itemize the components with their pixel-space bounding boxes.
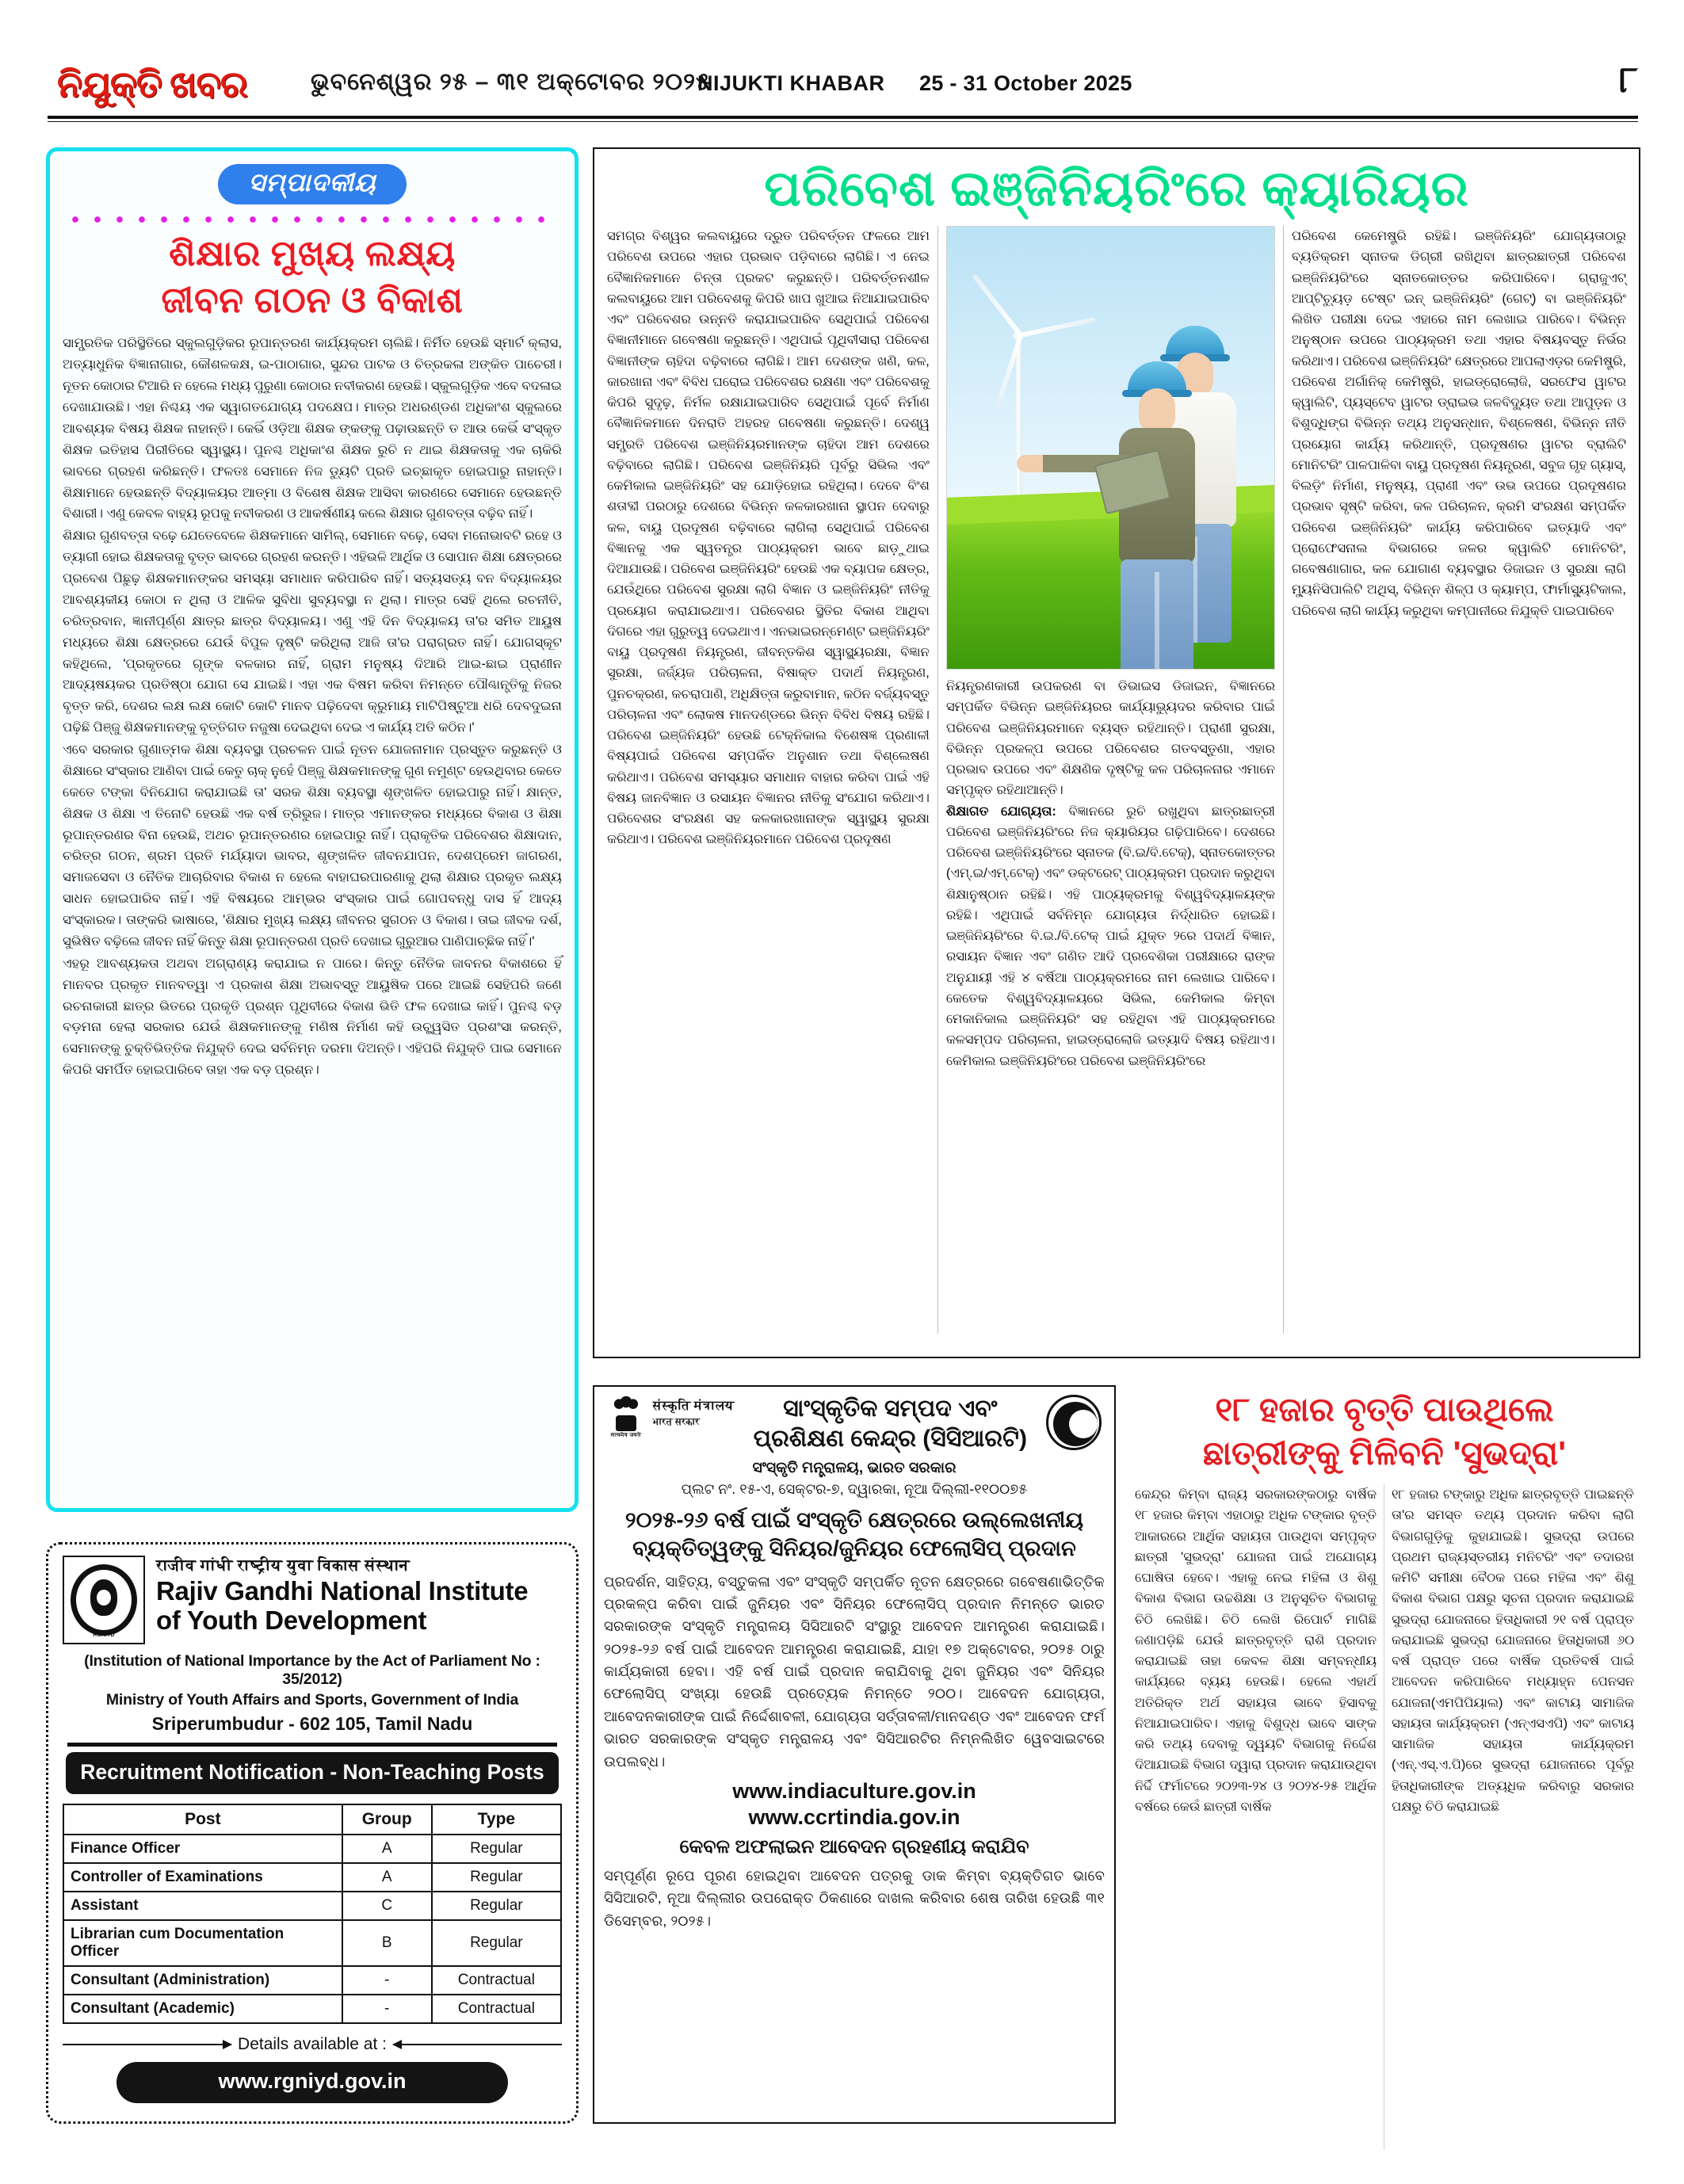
ccrt-logo-icon (1046, 1395, 1105, 1450)
column-header-group: Group (342, 1804, 432, 1835)
article-column-3 (1284, 226, 1629, 1334)
cell-post: Consultant (Academic) (63, 1995, 342, 2023)
column-header-type: Type (432, 1804, 561, 1835)
rgniyd-details-label: Details available at : (238, 2035, 387, 2053)
table-row (63, 1966, 561, 1995)
editorial-paragraph: ଏହରୂ ଆବଶ୍ୟକତା ଅଥବା ଅଗ୍ରାଣ୍ୟ କରାଯାଇ ନ ପାରେ। କିନ୍ତୁ ନୈତିକ ଜାବନର ବିକାଶରେ ହିଁ ମାନବର ପ୍ରକୃତ ମାନବତ୍ୱା ଏ ପ୍ରକାଶ ଶିକ୍ଷା ଅଭାବସ୍ତୁ ଆୟୁଷିକ ପରେ ଆଇଛି ସେହିପରି ଜଣେ ରଚନାକାରୀ ଛାତ୍ର ଭିତରେ ପ୍ରକୃତି ପ୍ରଶ୍ନ ପୃଥିବୀରେ ବିକାଶ ଭିତି ଫଳ ଦେଖାଇ କାହିଁ। ପୁନଶ୍ଚ ବଡ଼ ବଡ଼ମନା ହେଲା ସରକାର ଯେଉଁ ଶିକ୍ଷକମାନଙ୍କୁ ମଣିଷ ନିର୍ମାଣ କହି ଉଚ୍ଛ୍ୱସିତ ପ୍ରଶଂସା କରନ୍ତି, ସେମାନଙ୍କୁ ଚୁକ୍ତିଭିତ୍ତିକ ନିଯୁକ୍ତି ଦେଇ ସର୍ବନିମ୍ନ ଦରମା ଦିଅନ୍ତି। ଏହିପରି ନିଯୁକ୍ତି ପାଇ ସେମାନେ କିପରି ସମର୍ପିତ ହୋଇପାରିବେ ତାହା ଏକ ବଡ଼ ପ୍ରଶ୍ନ। (63, 955, 562, 1078)
article-paragraph: ପରିବେଶ କେମେଷ୍ଟ୍ରି ରହିଛି। ଇଞ୍ଜିନିୟରିଂ ଯୋଗ୍ୟତାଠାରୁ ବ୍ୟତିକ୍ରମ ସ୍ନାତକ ଡିଗ୍ରୀ ରଖିଥିବା ଛାତ୍ରଛାତ୍ରୀ ପରିବେଶ ଇଞ୍ଜିନିୟରିଂରେ ସ୍ନାତକୋତ୍ତର କରିପାରିବେ। ଗ୍ରାଜୁଏଟ୍ ଆପ୍ଟିଚ୍ୟୁଡ଼ ଟେଷ୍ଟ ଇନ୍ ଇଞ୍ଜିନିୟରିଂ (ଗେଟ୍) ବା ଇଞ୍ଜିନିୟରିଂ ଲିଖିତ ପରୀକ୍ଷା ଦେଇ ଏହାରେ ନାମ ଲେଖାଇ ପାରିବେ। ବିଭିନ୍ନ ଅନୁଷ୍ଠାନ ଉପରେ ପାଠ୍ୟକ୍ରମ ତଥା ଏହାର ବିଷୟବସ୍ତୁ ନିର୍ଭର କରିଥାଏ। ପରିବେଶ ଇଞ୍ଜିନିୟରିଂ କ୍ଷେତ୍ରରେ ଆପଲାଏଡ଼ର କେମିଷ୍ଟ୍ରି, ପରିବେଶ ଅର୍ଗାନିକ୍ କେମିଷ୍ଟ୍ରି, ହାଇଡ୍ରୋଲୋଜି, ସରଫେସ ୱାଟର କ୍ୱାଲିଟି, ପ୍ୟସ୍ଟେବ ୱାଟର ଡ୍ରାଇଭ ଜଳବିଦ୍ୟୁତ ତଥା ଆପୁଡ଼ନ ଓ ବିଶୁଦ୍ଧିଙ୍ଗ ବିଭିନ୍ନ ତଥ୍ୟ ଅନୁସନ୍ଧାନ, ବିଶ୍ଳେଷଣ, ବିଭିନ୍ନ ନୀତି ପ୍ରୟୋଗ କାର୍ଯ୍ୟ କରିଥାନ୍ତି, ପ୍ରଦୂଷଣର ୱାଟର ବ୍ରାଲିଟି ମୋନିଟରିଂ ପାଳପାଳିବା ବାୟୁ ପ୍ରଦୂଷଣ ନିୟନ୍ତ୍ରଣ, ସବୁଜ ଗୃହ ଗ୍ୟାସ୍, ବିଲଡ଼ିଂ ନିର୍ମାଣ, ମନୁଷ୍ୟ, ପ୍ରାଣୀ ଏବଂ ଉଭ ଉପରେ ପ୍ରଦୂଷଣର ପ୍ରଭାବ ସୃଷ୍ଟି କରିବା, କଳ ପରିଚାଳନ, କ୍ରମି ସଂରକ୍ଷଣ ସମ୍ପର୍କିତ ପରିବେଶ ଇଞ୍ଜିନିୟରିଂ କାର୍ଯ୍ୟ କରିପାରିବେ ଇତ୍ୟାଦି ଏବଂ ପ୍ରୋଫେସନାଲ ବିଭାଗରେ ଜଳର କ୍ୱାଲିଟି ମୋନିଟରିଂ, ଗବେଷଣାଗାର, କଳ ଯୋଗାଣ ବ୍ୟବସ୍ଥାର ଡିଜାଇନ ଓ ସୁରକ୍ଷା ଲାଗି ମ୍ୟୁନିସିପାଲିଟି ଅଥିସ୍, ବିଭିନ୍ନ ଶିଳ୍ପ ଓ କ୍ୟାମ୍ପ, ଫାର୍ମାସ୍ୟୁଟିକାଲ, ପରିବେଶ ଲାଗି କାର୍ଯ୍ୟ କରୁଥିବା କମ୍ପାନୀରେ ନିଯୁକ୍ତି ପାଇପାରିବେ (1291, 229, 1626, 618)
cell-group: C (342, 1892, 432, 1920)
table-row (63, 1863, 561, 1892)
ccrt-url-ccrtindia[interactable]: www.ccrtindia.gov.in (748, 1805, 960, 1830)
rgniyd-hindi-name: राजीव गांधी राष्ट्रीय युवा विकास संस्थान (156, 1557, 410, 1575)
emblem-caption: सत्यमेव जयते (610, 1433, 642, 1438)
article-column-1 (604, 226, 938, 1334)
cell-post: Finance Officer (63, 1835, 342, 1863)
rgniyd-titles (156, 1556, 562, 1636)
subhadra-headline-line2: ଛାତ୍ରୀଙ୍କୁ ମିଳିବନି 'ସୁଭଦ୍ରା' (1202, 1434, 1567, 1472)
ccrt-body-text: ପ୍ରଦର୍ଶନ, ସାହିତ୍ୟ, ବସ୍ତୁକଳା ଏବଂ ସଂସ୍କୃତି ସମ୍ପର୍କିତ ନୂତନ କ୍ଷେତ୍ରରେ ଗବେଷଣାଭିତ୍ତିକ ପ୍ରକଳ୍ପ କରିବା ପାଇଁ ଜୁନିୟର ଏବଂ ସିନିୟର ଫେଲୋସିପ୍ ପ୍ରଦାନ ନିମନ୍ତେ ଭାରତ ସରକାରଙ୍କ ସଂସ୍କୃତି ମନ୍ତ୍ରାଳୟ ସିସିଆରଟି ସଂସ୍ଥାରୁ ଆବେଦନ ଆମନ୍ତ୍ରଣ କରାଯାଇଛି। ୨୦୨୫-୨୬ ବର୍ଷ ପାଇଁ ଆବେଦନ ଆମନ୍ତ୍ରଣ କରାଯାଇଛି, ଯାହା ୧୭ ଅକ୍ଟୋବର, ୨୦୨୫ ଠାରୁ କାର୍ଯ୍ୟକାରୀ ହେବା। ଏହି ବର୍ଷ ପାଇଁ ପ୍ରଦାନ କରାଯିବାକୁ ଥିବା ଜୁନିୟର ଏବଂ ସିନିୟର ଫେଲୋସିପ୍ ସଂଖ୍ୟା ହେଉଛି ପ୍ରତ୍ୟେକ ନିମନ୍ତେ ୨୦୦। ଆବେଦନ ଯୋଗ୍ୟତା, ଆବେଦନକାରୀଙ୍କ ପାଇଁ ନିର୍ଦ୍ଦେଶାବଳୀ, ଯୋଗ୍ୟତା ସର୍ତ୍ତାବଳୀ/ମାନଦଣ୍ଡ ଏବଂ ଆବେଦନ ଫର୍ମ ଭାରତ ସରକାରଙ୍କ ସଂସ୍କୃତ ମନ୍ତ୍ରାଳୟ ଏବଂ ସିସିଆରଟିର ନିମ୍ନଲିଖିତ ୱେବସାଇଟରେ ଉପଲବ୍ଧ। (604, 1573, 1105, 1770)
article-paragraph: ନିୟନ୍ତ୍ରଣକାରୀ ଉପକରଣ ବା ଡିଭାଇସ ଡିଜାଇନ, ବିଜ୍ଞାନରେ ସମ୍ପର୍କିତ ବିଭିନ୍ନ ଇଞ୍ଜିନିୟରର କାର୍ଯ୍ୟାଭ୍ୟୁଦର କରିବାର ପାଇଁ ପରିବେଶ ଇଞ୍ଜିନିୟରମାନେ ବ୍ୟସ୍ତ ରହିଥାନ୍ତି। ପ୍ରାଣୀ ସୁରକ୍ଷା, ବିଭିନ୍ନ ପ୍ରକଳ୍ପ ଉପରେ ପରିବେଶର ଗତବସ୍ତୁଣା, ଏହାର ପ୍ରଭାବ ଉପରେ ଏବଂ ଶିକ୍ଷଣିକ ଦୃଷ୍ଟିକୁ କଳ ପରିଚାଳନାର ଏମାନେ ସମ୍ପୃକ୍ତ ରହିଥାଆନ୍ତି। (945, 679, 1275, 798)
editorial-paragraph: ଶିକ୍ଷାର ଗୁଣବତ୍ତା ବଢ଼େ ଯେତେବେଳେ ଶିକ୍ଷକମାନେ ସାମିଲ୍, ସେମାନେ ବଢ଼େ, ସେବା ମନୋଭାବଟି ରହେ ଓ ତ୍ୟାଗୀ ହୋଇ ଶିକ୍ଷକତାକୁ ବୃତ୍ତ ଭାବରେ ଗ୍ରହଣ କରନ୍ତି। ଏହିଭଳି ଆର୍ଥିକ ଓ ସୋପାନ ଶିକ୍ଷା କ୍ଷେତ୍ରରେ ପ୍ରବେଶ ପିଛୁଢ଼ ଶିକ୍ଷକମାନଙ୍କର ସମସ୍ୟା ସମାଧାନ କରିପାରିବ ନାହିଁ। ସତ୍ୟସତ୍ୟ ବନ ବିଦ୍ୟାଳୟର ଆବଶ୍ୟକୀୟ କୋଠା ନ ଥିଲା ଓ ଆଳିକ ସୁବିଧା ସୁବ୍ୟବସ୍ଥା ନ ଥିଲା। ମାତ୍ର ସେହି ଥିଲେ ରଚନୀତି, ଚରିତ୍ରବାନ, ଜ୍ଞାନୀପୂର୍ଣ୍ଣ କ୍ଷାତ୍ର ଛାତ୍ର ବିଦ୍ୟାଳୟ। ଏଣୁ ଏହି ଦିନ ବିଦ୍ୟାଳୟ ତା'ର ସମିତ ଆୟୁଷ ମଧ୍ୟରେ ଶିକ୍ଷା କ୍ଷେତ୍ରରେ ଯେଉଁ ବିପୁଳ ଦୃଷ୍ଟି କରିଥିଲା ଆଜି ତା'ର ପରାଗ୍ରତ ନାହିଁ। ଯୋଗସ୍କୂଟ କହିଥିଲେ, 'ପ୍ରକୃତରେ ଗୃଙ୍କ ବଳକାର ନାହିଁ, ଗ୍ରାମ ମନୁଷ୍ୟ ଦିଆରି ଆଇ-ଛାଇ ପ୍ରାଣୀନ ଆଦ୍ୟଷୟକର ପ୍ରତିଷ୍ଠା ଯୋଗ ସେ ଯାଇଛି। ଏହା ଏକ ବିଷମ କରିବା ନିମନ୍ତେ ପୌଣ୍ଢାନ୍ତ୍ତିକୁ ନିଜର ବୃତ୍ତ କରି, ଦେଶର ଲକ୍ଷ ଲକ୍ଷ କୋଟି କୋଟି ମାନବ ପଢ଼ିଦେବା କ୍ରୁମାୟ ମାଟିପିଷ୍ଟୁଆ ଧରି ଦେବଦୁଇନା ପଢ଼ିଛି ପିଞ୍ଜୁ ଶିକ୍ଷକମାନଙ୍କୁ ବୃତ୍ତିଗତ ନଜୁଷା ଦେଇଥିବା ଦେଇ ଏ କାର୍ଯ୍ୟ ଅତି କଠିନ।' (63, 528, 562, 735)
cell-type: Regular (432, 1835, 561, 1863)
ccrt-ministry-label (653, 1395, 735, 1428)
editorial-headline (63, 230, 562, 324)
editorial-badge: ସମ୍ପାଦକୀୟ (218, 164, 406, 204)
masthead-divider-thin (48, 121, 1638, 122)
wind-turbine-icon (1016, 335, 1021, 510)
ccrt-footer-text: ସମ୍ପୂର୍ଣ୍ଣ ରୂପେ ପୂରଣ ହୋଇଥିବା ଆବେଦନ ପତ୍ରକୁ ଡାକ କିମ୍ବା ବ୍ୟକ୍ତିଗତ ଭାବେ ସିସିଆରଟି, ନୂଆ ଦିଲ୍ଲୀର ଉପରୋକ୍ତ ଠିକଣାରେ ଦାଖଲ କରିବାର ଶେଷ ତାରିଖ ହେଉଛି ୩୧ ଡିସେମ୍ବର, ୨୦୨୫। (604, 1868, 1105, 1929)
ccrt-url-indiaculture[interactable]: www.indiaculture.gov.in (732, 1779, 976, 1804)
editorial-headline-line2: ଜୀବନ ଗଠନ ଓ ବିକାଶ (161, 279, 464, 320)
article-paragraph: ବିଜ୍ଞାନରେ ରୁଚି ରଖୁଥିବା ଛାତ୍ରଛାତ୍ରୀ ପରିବେଶ ଇଞ୍ଜିନିୟରିଂରେ ନିଜ କ୍ୟାରିୟର ଗଢ଼ିପାରିବେ। ଦେଶରେ ପରିବେଶ ଇଞ୍ଜିନିୟରିଂରେ ସ୍ନାତକ (ବି.ଇ/ବି.ଟେକ୍), ସ୍ନାତକୋତ୍ତର (ଏମ୍.ଇ/ଏମ୍.ଟେକ୍) ଏବଂ ଡକ୍ଟରେଟ୍ ପାଠ୍ୟକ୍ରମ ପ୍ରଦାନ କରୁଥିବା ଶିକ୍ଷାନୁଷ୍ଠାନ ରହିଛି। ଏହି ପାଠ୍ୟକ୍ରମକୁ ବିଶ୍ୱବିଦ୍ୟାଳୟଙ୍କ ରହିଛି। ଏଥିପାଇଁ ସର୍ବନିମ୍ନ ଯୋଗ୍ୟତା ନିର୍ଦ୍ଧାରିତ ହୋଇଛି। ଇଞ୍ଜିନିୟରିଂରେ ବି.ଇ./ବି.ଟେକ୍ ପାଇଁ ଯୁକ୍ତ ୨ରେ ପଦାର୍ଥ ବିଜ୍ଞାନ, ରସାୟନ ବିଜ୍ଞାନ ଏବଂ ଗଣିତ ଆଦି ପ୍ରବେଶିକା ପରୀକ୍ଷାରେ ରାଙ୍କ ଅନୁଯାୟୀ ଏହି ୪ ବର୍ଷିଆ ପାଠ୍ୟକ୍ରମରେ ନାମ ଲେଖାଇ ପାରିବେ। କେତେକ ବିଶ୍ୱବିଦ୍ୟାଳୟରେ ସିଭିଲ, କେମିକାଲ କିମ୍ବା ମେକାନିକାଲ ଇଞ୍ଜିନିୟରିଂ ସହ ରହିଥିବା ଏହି ପାଠ୍ୟକ୍ରମରେ କଳସମ୍ପଦ ପରିଚାଳନା, ହାଇଡ୍ରୋଲୋଜି ଇତ୍ୟାଦି ବିଷୟ ରହିଥାଏ। କେମିକାଲ ଇଞ୍ଜିନିୟରିଂରେ ପରିବେଶ ଇଞ୍ଜିନିୟରିଂରେ (945, 804, 1275, 1068)
subhadra-headline (1133, 1388, 1636, 1475)
subhadra-columns (1133, 1484, 1636, 2150)
cell-type: Regular (432, 1892, 561, 1920)
rgniyd-header (63, 1556, 562, 1644)
editorial-dotted-divider (64, 216, 560, 223)
rgniyd-english-name-line1: Rajiv Gandhi National Institute (156, 1576, 529, 1606)
masthead-name-english: NIJUKTI KHABAR (697, 71, 885, 95)
ccrt-title-line1: ସାଂସ୍କୃତିକ ସମ୍ପଦ ଏବଂ (783, 1396, 998, 1422)
arrow-left-icon (393, 2044, 562, 2045)
rgniyd-english-name-line2: of Youth Development (156, 1605, 427, 1635)
table-row (63, 1920, 561, 1966)
cell-post: Assistant (63, 1892, 342, 1920)
cell-type: Regular (432, 1863, 561, 1892)
subhadra-column-left: କେନ୍ଦ୍ର କିମ୍ବା ରାଜ୍ୟ ସରକାରଙ୍କଠାରୁ ବାର୍ଷିକ ୧୮ ହଜାର କିମ୍ବା ଏହାଠାରୁ ଅଧିକ ଟଙ୍କାର ବୃତ୍ତି ଆକାରରେ ଆର୍ଥିକ ସହାୟତା ପାଉଥିବା ସମ୍ପୃକ୍ତ ଛାତ୍ରୀ 'ସୁଭଦ୍ରା' ଯୋଜନା ପାଇଁ ଅଯୋଗ୍ୟ ଘୋଷିତା ହେବେ। ଏହାକୁ ନେଇ ମହିଳା ଓ ଶିଶୁ ବିକାଶ ବିଭାଗ ଉଚ୍ଚଶିକ୍ଷା ଓ ଅନୁସୂଚିତ ବିଭାଗକୁ ଚିଠି ଲେଖିଛି। ଚିଠି ଲେଖି ରିପୋର୍ଟ ମାଗିଛି ଜଣାପଡ଼ିଛି ଯେଉଁ ଛାତ୍ରବୃତ୍ତି ରାଶି ପ୍ରଦାନ କରାଯାଇଛି ତାହା କେବଳ ଶିକ୍ଷା ସମ୍ବନ୍ଧୀୟ କାର୍ଯ୍ୟରେ ବ୍ୟୟ ହେଉଛି। ହେଲେ ଏହାର୍ଥ ଅତିରିକ୍ତ ଅର୍ଥ ସହାୟତା ଭାବେ ହିସାବକୁ ନିଆଯାଇପାରିବ। ଏହାକୁ ବିଶୁଦ୍ଧ ଭାବେ ସାଙ୍କ କରି ତଥ୍ୟ ଦେବାକୁ ଦ୍ୱୟଟି ବିଭାଗକୁ ନିର୍ଦ୍ଦେଶ ଦିଆଯାଇଛି ବିଭାଗ ଦ୍ୱାରା ପ୍ରଦାନ କରାଯାଉଥିବା ନିର୍ଦ୍ଦି ଫର୍ମାଟରେ ୨୦୨୩-୨୪ ଓ ୨୦୨୪-୨୫ ଆର୍ଥିକ ବର୍ଷରେ କେଉଁ ଛାତ୍ରୀ ବାର୍ଷିକ (1133, 1484, 1384, 2150)
arrow-right-icon (63, 2044, 231, 2045)
table-header-row (63, 1804, 561, 1835)
cell-post: Librarian cum Documentation Officer (63, 1920, 342, 1966)
ccrt-title-line2: ପ୍ରଶିକ୍ଷଣ କେନ୍ଦ୍ର (ସିସିଆରଟି) (753, 1426, 1027, 1452)
ccrt-header (604, 1395, 1105, 1453)
article-column-2 (938, 226, 1284, 1334)
logo-text: ନିଯୁକ୍ତି ଖବର (57, 64, 247, 105)
rgniyd-rule (67, 1743, 557, 1747)
ccrt-headline-line2: ବ୍ୟକ୍ତିତ୍ୱଙ୍କୁ ସିନିୟର/ଜୁନିୟର ଫେଲୋସିପ୍ ପ୍ରଦାନ (632, 1535, 1076, 1560)
article-paragraph: ସମଗ୍ର ବିଶ୍ୱର କଲବାୟୁରେ ଦ୍ରୁତ ପରିବର୍ତ୍ତନ ଫଳରେ ଆମ ପରିବେଶ ଉପରେ ଏହାର ପ୍ରଭାବ ପଡ଼ିବାରେ ଲାଗିଛି। ଏ ନେଇ ବୈଜ୍ଞାନିକମାନେ ଚିନ୍ତା ପ୍ରକଟ କରୁଛନ୍ତି। ପରିବର୍ତ୍ତନଶୀଳ କଲବାୟୁରେ ଆମ ପରିବେଶକୁ କିପରି ଖାପ ଖୁଆଇ ନିଆଯାଇପାରିବ ଏବଂ ପରିବେଶର ଉନ୍ନତି କରାଯାଇପାରିବ ସେଥିପାଇଁ ପରିବେଶ ବିଜ୍ଞାନୀମାନେ ଗବେଷଣା କରୁଛନ୍ତି। ଏଥିପାଇଁ ପୃଥିବୀସାରା ପରିବେଶ ବିଜ୍ଞାନୀଙ୍କ ଚାହିଦା ବଢ଼ିବାରେ ଲାଗିଛି। ଆମ ଦେଶଙ୍କ ଖଣି, କଳ, କାରଖାନା ଏବଂ ବିବିଧ ଘରୋଇ ପରିବେଶର ରକ୍ଷଣା ଏବଂ ପରିବେଶକୁ କିପରି ସୁଦୃଢ଼, ନିର୍ମଳ ରକ୍ଷାଯାଇପାରିବ ସେଥିପାଇଁ ପୂର୍ବେ ନିର୍ମାଣ ବୈଜ୍ଞାନିକମାନେ ଦିନରାତି ଅହରହ ଗବେଷଣା କରୁଛନ୍ତି। ଦେଶ୍ୱ ସମ୍ପ୍ରତି ପରିବେଶ ଇଞ୍ଜିନିୟରମାନଙ୍କ ଚାହିଦା ଆମ ଦେଶରେ ବଢ଼ିବାରେ ଲାଗିଛି। ପରିବେଶ ଇଞ୍ଜିନିୟରି ପୂର୍ବରୁ ସିଭିଲ ଏବଂ କେମିକାଲ ଇଞ୍ଜିନିୟରିଂ ସହ ଯୋଡ଼ିହୋଇ ରହିଥିଲା। ଦେବେ ବିଂଶ ଶତାବ୍ଦୀ ପରଠାରୁ ଦେଶରେ ବିଭିନ୍ନ କଳକାରଖାନା ସ୍ଥାପନ ଦେବାରୁ କଳ, ବାୟୁ ପ୍ରଦୂଷଣ ବଢ଼ିବାରେ ଲାଗିଲା ସେଥିପାଇଁ ପରିବେଶ ବିଜ୍ଞାନକୁ ଏକ ସ୍ୱତନ୍ତ୍ର ପାଠ୍ୟକ୍ରମ ଭାବେ ଛାଡ଼ୁଥାଇ ଦିଆଯାଉଛି। ପରିବେଶ ଇଞ୍ଜିନିୟରିଂ ହେଉଛି ଏକ ବ୍ୟାପକ କ୍ଷେତ୍ର, ଯେଉଁଥିରେ ପରିବେଶ ସୁରକ୍ଷା ଲାଗି ବିଜ୍ଞାନ ଓ ଇଞ୍ଜିନିୟରିଂ ନୀତିକୁ ପ୍ରୟୋଗ କରାଯାଇଥାଏ। ପରିବେଶର ସ୍ଥିତିର ବିକାଶ ଆଥିବା ଦିଗରେ ଏହା ଗୁରୁତ୍ୱ ଦେଇଥାଏ। ଏନଭାଇରନ୍ମେଣ୍ଟ ଇଞ୍ଜିନିୟରିଂ ବାୟୁ ପ୍ରଦୂଷଣ ନିୟନ୍ତ୍ରଣ, ଜୀବନ୍ତକିଶ ସ୍ୱାସ୍ଥ୍ୟରକ୍ଷା, ବିଜ୍ଞାନ ସୁରକ୍ଷା, ଜର୍ଜ୍ୟଜ ପରିଚାଳନା, ବିଷାକ୍ତ ପଦାର୍ଥ ନିୟନ୍ତ୍ରଣ, ପୁନଚକ୍ରଣ, କଚରାପାଣି, ଅଧିକ୍ଷିତ୍ତା କରୁବାମାନ, କଠିନ ବର୍ଜ୍ୟବସ୍ତୁ ପରିଚାଳନା ଏବଂ ଲୋକଷ ମାନଦଣ୍ଡରେ ଭିନ୍ନ ବିବିଧ ବିଷୟ ରହିଛି। ପରିବେଶ ଇଞ୍ଜିନିୟରିଂ ହେଉଛି ଟେକ୍ନିକାଲ ବିଶେଷଜ୍ଞ ପ୍ରଣାଳୀ ବିଷ୍ୟପାଇଁ ପରିବେଶ ସମ୍ପର୍କିତ ଅନୁଶାନ ତଥା ବିଶ୍ଲେଷଣ କରିଥାଏ। ପରିବେଶ ସମସ୍ୟାର ସମାଧାନ ବାହାର କରିବା ପାଇଁ ଏହି ବିଷୟ ଜାନବିଜ୍ଞାନ ଓ ରସାୟନ ବିଜ୍ଞାନର ନୀତିକୁ ସଂଯୋଗ କରିଥାଏ। ପରିବେଶର ସଂରକ୍ଷଣ ସହ କଳକାରଖାନାଙ୍କ ସ୍ୱାସ୍ଥ୍ୟ ସୁରକ୍ଷା କରିଥାଏ। ପରିବେଶ ଇଞ୍ଜିନିୟରମାନେ ପରିବେଶ ପ୍ରଦୂଷଣ (607, 229, 930, 847)
ccrt-headline-line1: ୨୦୨୫-୨୬ ବର୍ଷ ପାଇଁ ସଂସ୍କୃତି କ୍ଷେତ୍ରରେ ଉଲ୍ଲେଖନୀୟ (624, 1507, 1084, 1532)
cell-group: A (342, 1863, 432, 1892)
rgniyd-ministry-line: Ministry of Youth Affairs and Sports, Government of India (105, 1691, 519, 1709)
cell-type: Contractual (432, 1995, 561, 2023)
nijukti-khabar-logo (57, 62, 259, 108)
editorial-paragraph: ସାମ୍ପ୍ରତିକ ପରିସ୍ଥିତିରେ ସ୍କୁଲଗୁଡ଼ିକର ରୂପାନ୍ତରଣ କାର୍ଯ୍ୟକ୍ରମ ଚାଲିଛି। ନିର୍ମିତ ହେଉଛି ସ୍ମାର୍ଟ କ୍ଲାସ, ଅତ୍ୟାଧୁନିକ ବିଜ୍ଞାନାଗାର, କୌଶଳକକ୍ଷ, ଇ-ପାଠାଗାର, ସୁନ୍ଦର ପାଟକ ଓ ଚିତ୍ରକଳା ଅଙ୍କିତ ପାଚେରୀ। ନୂତନ କୋଠାର ଟିଆରି ନ ହେଲେ ମଧ୍ୟ ପୁରୁଣା କୋଠାର ନବୀକରଣ ହେଉଛି। ସ୍କୁଲଗୁଡ଼ିକ ଏବେ ବଦଳାଇ ଦେଖାଯାଉଛି। ଏହା ନିଶ୍ଚୟ ଏକ ସ୍ୱାଗତଯୋଗ୍ୟ ପଦକ୍ଷେପ। ମାତ୍ର ଅଧରଣ୍ଡଣ ଅଧିକାଂଶ ସ୍କୁଲରେ ଆବଶ୍ୟକ ବିଷୟ ଶିକ୍ଷକ ନାହାନ୍ତି। କେଭିଁ ଓଡ଼ିଆ ଶିକ୍ଷକ ଙ୍କଙ୍କୁ ପଢ଼ାଉଛନ୍ତି ତ ଆଉ କେଭିଁ ସଂସ୍କୃତ ଶିକ୍ଷକ ଇତିହାସ ପିରୀତିରେ ସ୍ୱାସ୍ଥ୍ୟ। ପୁନଶ୍ଚ ଅଧିକାଂଶ ଶିକ୍ଷକ ରୁଚି ନ ଥାଇ ଶିକ୍ଷକତାକୁ ଏକ ଚାକିରି ଭାବରେ ଗ୍ରହଣ କରିଛନ୍ତି। ଫଳତଃ ସେମାନେ ନିଜ ଡ୍ୟୁଟି ପ୍ରତି ଇଚ୍ଛାକୃତ ହୋଇପାରୁ ନାହାନ୍ତି। ଶିକ୍ଷାମାନେ ହେଉଛନ୍ତି ବିଦ୍ୟାଳୟର ଆତ୍ମା ଓ ବିଶେଷ ଶିକ୍ଷକ ଆସିବା କାରଣରେ ସେମାନେ ହେଉଛନ୍ତି ବିଶାରୀ। ଏଣୁ କେବଳ ବାହ୍ୟ ରୂପକୁ ନବୀକରଣ ଓ ଆକର୍ଷଣୀୟ କଲେ ଶିକ୍ଷାର ଗୁଣବତ୍ତା ବଢ଼ିବ ନାହିଁ। (63, 335, 562, 521)
cell-post: Controller of Examinations (63, 1863, 342, 1892)
ccrt-address: ପ୍ଲଟ ନଂ. ୧୫-ଏ, ସେକ୍ଟର-୭, ଦ୍ୱାରକା, ନୂଆ ଦିଲ୍ଲୀ-୧୧୦୦୭୫ (681, 1481, 1028, 1497)
cell-group: B (342, 1920, 432, 1966)
subhadra-headline-line1: ୧୮ ହଜାର ବୃତ୍ତି ପାଉଥିଲେ (1215, 1391, 1554, 1428)
ccrt-titles (739, 1395, 1041, 1453)
cell-group: - (342, 1995, 432, 2023)
cell-group: A (342, 1835, 432, 1863)
table-row (63, 1835, 561, 1863)
ministry-hindi-line1: संस्कृति मंत्रालय (653, 1399, 735, 1413)
masthead (0, 0, 1684, 119)
photo-engineer-female (1102, 361, 1212, 643)
ccrt-note: କେବଳ ଅଫଲାଇନ ଆବେଦନ ଗ୍ରହଣୀୟ କରାଯିବ (679, 1836, 1029, 1858)
masthead-date-english: 25 - 31 October 2025 (919, 71, 1132, 95)
article-subheading: ଶିକ୍ଷାଗତ ଯୋଗ୍ୟତା: (945, 804, 1056, 819)
editorial-paragraph: ଏବେ ସରକାର ଗୁଣାତ୍ମକ ଶିକ୍ଷା ବ୍ୟବସ୍ଥା ପ୍ରଚଳନ ପାଇଁ ନୂତନ ଯୋଜନାମାନ ପ୍ରସ୍ତୁତ କରୁଛନ୍ତି ଓ ଶିକ୍ଷାରେ ସଂସ୍କାର ଆଣିବା ପାଇଁ କେତୁ ଚାକ୍ ନୁହେଁ ପିଞ୍ଜୁ ଶିକ୍ଷକମାନଙ୍କୁ ଗୁଣ ନମୁଣ୍ଟ ହେଉଥିବାର କେତେ କେତେ ଟଙ୍କା ବିନିଯୋଗ କରାଯାଇଛି ତା' ସରକ ଶିକ୍ଷା ବ୍ୟବସ୍ଥା ଶୃଙ୍ଖଳିତ ହୋଇପାରୁ ନାହିଁ। କ୍ଷାନ୍ତ, ଶିକ୍ଷକ ଓ ଶିକ୍ଷା ଏ ତିନୋଟି ହେଉଛି ଏକ ବର୍ଷ ତ୍ରିଭୁଜ। ମାତ୍ର ଏମାନଙ୍କର ମଧ୍ୟରେ ବିକାଶ ଓ ଶିକ୍ଷା ରୂପାନ୍ତରଣର ବିନା ହେଉଛି, ଅଥଚ ରୂପାନ୍ତରଣର ହୋଇପାରୁ ନାହିଁ। ପ୍ରାକୃତିକ ପରିବେଶର ଶିକ୍ଷାଦାନ, ଚରିତ୍ର ଗଠନ, ଶ୍ରମ ପ୍ରତି ମର୍ଯ୍ୟାଦା ଭାବର, ଶୃଙ୍ଖଳିତ ଜୀବନଯାପନ, ଦେଶପ୍ରେମ ଜାଗରଣ, ସମାଜସେବା ଓ ନୈତିକ ଆଚାରିବାର ବିକାଶ ନ ହେଲେ ବାହାଘରପାରଣାକୁ ଥିଲା ଶିକ୍ଷାର ପ୍ରକୃତ ଲକ୍ଷ୍ୟ ସାଧନ ହୋଇପାରିବ ନାହିଁ। ଏହି ବିଷୟରେ ଆମ୍ଭର ସଂସ୍କାର ପାଇଁ ଗୋପବନ୍ଧୁ ଦାସ ହିଁ ଆଦ୍ୟ ସଂସ୍କାରକ। ତାଙ୍କରି ଭାଷାରେ, 'ଶିକ୍ଷାର ମୁଖ୍ୟ ଲକ୍ଷ୍ୟ ଜୀବନର ସୁଗଠନ ଓ ବିକାଶ। ତାଇ ଜୀବକ ଦର୍ଶ, ସୁଭିଷିତ ବଢ଼ିଲେ ଜୀବନ ନାହିଁ କିନ୍ତୁ ଶିକ୍ଷା ରୂପାନ୍ତରଣ ପ୍ରତି ଦେଖାଇ ଗୁରୁଆର ପାଣିପାଚ୍ଛିକ ନାହିଁ।' (63, 742, 562, 949)
editorial-badge-row (63, 164, 562, 204)
cell-post: Consultant (Administration) (63, 1966, 342, 1995)
main-article (593, 147, 1640, 1358)
rgniyd-emblem-label: RGNIYD (93, 1632, 115, 1638)
rgniyd-act-line: (Institution of National Importance by the Act of Parliament No : 35/2012) (84, 1652, 540, 1688)
editorial-body (63, 333, 562, 1081)
rgniyd-banner: Recruitment Notification - Non-Teaching Posts (66, 1752, 559, 1794)
cell-group: - (342, 1966, 432, 1995)
recruitment-table (63, 1804, 562, 2024)
article-photo (946, 226, 1275, 670)
ministry-hindi-line2: भारत सरकार (653, 1416, 701, 1427)
rgniyd-details-row (63, 2035, 562, 2054)
subhadra-story (1128, 1385, 1640, 2124)
rgniyd-address-line: Sriperumbudur - 602 105, Tamil Nadu (151, 1713, 473, 1734)
column-header-post: Post (63, 1804, 342, 1835)
main-article-headline: ପରିବେଶ ଇଞ୍ଜିନିୟରିଂରେ କ୍ୟାରିୟର (764, 162, 1469, 216)
subhadra-column-right: ୧୮ ହଜାର ଟଙ୍କାରୁ ଅଧିକ ଛାତ୍ରବୃତ୍ତି ପାଇଛନ୍ତି ତା'ର ସମସ୍ତ ତଥ୍ୟ ପ୍ରଦାନ କରିବା ଲାଗି ବିଭାଗଗୁଡ଼ିକୁ କୁହାଯାଇଛି। ସୁଭଦ୍ରା ଉପରେ ପ୍ରଥମ ରାଜ୍ୟସ୍ତରୀୟ ମନିଟରିଂ ଏବଂ ତଦାରଖ କମିଟି ସମୀକ୍ଷା ବୈଠକ ପରେ ମହିଳା ଏବଂ ଶିଶୁ ବିକାଶ ବିଭାଗ ପକ୍ଷରୁ ସୂଚନା ପ୍ରଦାନ କରାଯାଇଛି ସୁଭଦ୍ରା ଯୋଜନାରେ ହିତାଧିକାରୀ ୨୧ ବର୍ଷ ପ୍ରାପ୍ତ କରାଯାଇଛି ସୁଭଦ୍ରା ଯୋଜନାରେ ହିତାଧିକାରୀ ୬୦ ବର୍ଷ ପ୍ରାପ୍ତ ପରେ ବାର୍ଷିକ ପ୍ରତିବର୍ଷ ପାଇଁ ଆବେଦନ କରିପାରିବେ ମଧ୍ୟାହ୍ନ ପେନସନ ଯୋଜନା(ଏମପିପିୟାଲ) ଏବଂ କାଟାୟ ସାମାଜିକ ସହାୟତା କାର୍ଯ୍ୟକ୍ରମ (ଏନ୍ଏସଏପି) ଏବଂ କାଟାୟ ସାମାଜିକ ସହାୟତା କାର୍ଯ୍ୟକ୍ରମ (ଏନ୍.ଏସ୍.ଏ.ପି)ରେ ସୁଭଦ୍ରା ଯୋଜନାରେ ପୂର୍ବରୁ ହିତାଧିକାରୀଙ୍କ ଅତ୍ୟଧିକ କରିବାରୁ ସରକାର ପକ୍ଷରୁ ଚିଠି କରାଯାଇଛି (1392, 1487, 1634, 1814)
masthead-divider (48, 116, 1638, 119)
table-row (63, 1892, 561, 1920)
cell-type: Contractual (432, 1966, 561, 1995)
main-article-columns (604, 226, 1629, 1334)
rgniyd-website-url[interactable]: www.rgniyd.gov.in (116, 2062, 508, 2103)
editorial-box (46, 147, 579, 1512)
ccrt-advertisement (593, 1385, 1116, 2124)
masthead-date-odia: ଭୁବନେଶ୍ୱର ୨୫ – ୩୧ ଅକ୍ଟୋବର ୨୦୨୫ (311, 69, 712, 95)
ccrt-headline (604, 1506, 1105, 1563)
page-number: ୮ (1618, 59, 1638, 100)
editorial-headline-line1: ଶିକ୍ଷାର ମୁଖ୍ୟ ଲକ୍ଷ୍ୟ (169, 232, 456, 273)
india-emblem-icon (604, 1395, 648, 1439)
ccrt-subtitle: ସଂସ୍କୃତି ମନ୍ତ୍ରାଳୟ, ଭାରତ ସରକାର (752, 1460, 957, 1476)
rgniyd-advertisement (46, 1542, 579, 2124)
cell-type: Regular (432, 1920, 561, 1966)
rgniyd-emblem-icon (63, 1556, 145, 1644)
table-row (63, 1995, 561, 2023)
